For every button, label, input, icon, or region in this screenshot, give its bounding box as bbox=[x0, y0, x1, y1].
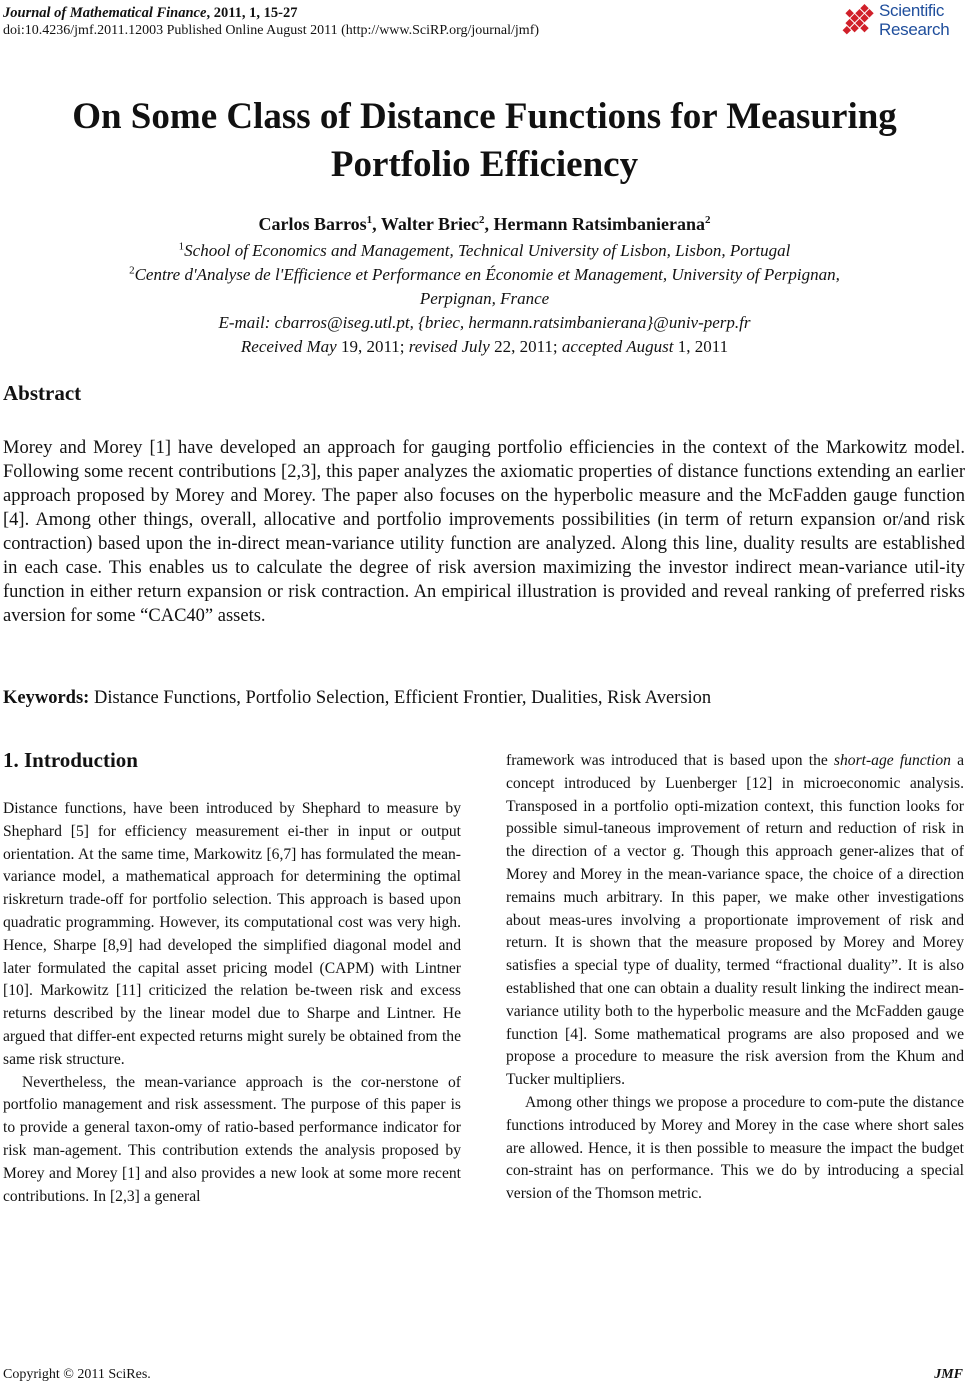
author-1-affil: 1 bbox=[366, 214, 373, 226]
left-column bbox=[3, 798, 461, 1208]
right-paragraph-2: Among other things we propose a procedure to com-pute the distance functions introduced by Morey and Morey in the case where short sales are allowed. Hence, it is then possible to measure the impact the budget con-straint has on performance. This we do by introducing a special version of the Thomson metric. bbox=[506, 1093, 964, 1203]
keywords-label: Keywords: bbox=[3, 688, 90, 708]
affiliation-1-text: School of Economics and Management, Technical University of Lisbon, Lisbon, Portugal bbox=[184, 241, 791, 260]
email-addresses: : cbarros@iseg.utl.pt, {briec, hermann.ratsimbanierana}@univ-perp.fr bbox=[264, 313, 751, 332]
title-line-1: On Some Class of Distance Functions for Measuring bbox=[72, 96, 897, 137]
copyright-footer: Copyright © 2011 SciRes. bbox=[3, 1367, 151, 1382]
left-paragraph-2: Nevertheless, the mean-variance approach is the cor-nerstone of portfolio management and risk assessment. The purpose of this paper is to provide a general taxon-omy of ratio-based performance indicator for risk man-agement. This contribution extends the analysis proposed by Morey and Morey [1] and also provides a new look at some more recent contributions. In [2,3] a general bbox=[3, 1073, 461, 1205]
email-label: E-mail bbox=[218, 313, 265, 332]
publisher-logo bbox=[835, 0, 965, 44]
revised-date: 22, 2011; bbox=[489, 337, 562, 356]
right-column bbox=[506, 750, 964, 1206]
received-label: Received May bbox=[240, 337, 337, 356]
journal-name: Journal of Mathematical Finance bbox=[3, 5, 207, 21]
keywords-text: Distance Functions, Portfolio Selection, Efficient Frontier, Dualities, Risk Aversion bbox=[89, 688, 712, 708]
shortage-function-term: short-age function bbox=[833, 752, 951, 769]
affiliation-2 bbox=[0, 264, 969, 286]
journal-citation bbox=[3, 4, 539, 22]
author-3-affil: 2 bbox=[704, 214, 711, 226]
right-paragraph-1 bbox=[506, 750, 964, 1092]
accepted-date: 1, 2011 bbox=[673, 337, 729, 356]
title-line-2: Portfolio Efficiency bbox=[330, 144, 639, 185]
affiliation-1-mark: 1 bbox=[178, 240, 185, 253]
email-line bbox=[0, 312, 969, 334]
author-3: , Hermann Ratsimbanierana bbox=[484, 214, 705, 234]
journal-volume: , 2011, 1, 15-27 bbox=[206, 5, 298, 21]
journal-abbreviation-footer: JMF bbox=[934, 1367, 963, 1382]
received-date: 19, 2011; bbox=[336, 337, 409, 356]
logo-mark-icon bbox=[835, 0, 877, 42]
running-header bbox=[3, 4, 539, 40]
abstract-text: Morey and Morey [1] have developed an approach for gauging portfolio efficiencies in the context of the Markowitz model. Following some recent contributions [2,3], this paper analyzes the axiomatic properties of distance functions extending an earlier approach proposed by Morey and Morey. The paper also focuses on the hyperbolic measure and the McFadden gauge function [4]. Among other things, overall, allocative and portfolio improvements possibilities (in term of return expansion or/and risk contraction) based upon the in-direct mean-variance utility function are analyzed. Along this line, duality results are established in each case. This enables us to calculate the degree of risk aversion maximizing the investor indirect mean-variance util-ity function in either return expansion or risk contraction. An empirical illustration is provided and reveal ranking of preferred risks aversion for some “CAC40” assets. bbox=[3, 438, 965, 626]
right-paragraph-1-rest: a concept introduced by Luenberger [12] in microeconomic analysis. Transposed in a portfolio opti-mization context, this function looks for possible simul-taneous improvement of return and reduction of risk in the direction of a vector g. Though this approach gener-alizes that of Morey and Morey in the mean-variance space, the choice of a direction remains much arbitrary. In this paper, we make other investigations about meas-ures involving a proportionate improvement of risk and return. It is shown that the measure proposed by Morey and Morey satisfies a special type of duality, termed “fractional duality”. It is also established that one can obtain a duality result linking the indirect mean-variance utility both to the hyperbolic measure and the McFadden gauge function [4]. Some mathematical programs are also proposed and we propose a procedure to measure the risk aversion from the Khum and Tucker multipliers. bbox=[506, 752, 964, 1089]
author-2: , Walter Briec bbox=[372, 214, 479, 234]
logo-line-2: Research bbox=[879, 20, 950, 39]
dates-line bbox=[0, 336, 969, 358]
affiliation-1 bbox=[0, 240, 969, 262]
affiliation-2-cont: Perpignan, France bbox=[419, 289, 550, 308]
keywords bbox=[3, 688, 711, 709]
logo-wordmark bbox=[879, 1, 949, 39]
doi-line: doi:10.4236/jmf.2011.12003 Published Online August 2011 (http://www.SciRP.org/journal/jmf) bbox=[3, 23, 540, 38]
left-paragraph-1: Distance functions, have been introduced by Shephard to measure by Shephard [5] for efficiency measurement ei-ther in input or output orientation. At the same time, Markowitz [6,7] has formulated the mean-variance model, a mathematical approach for determining the optimal riskreturn trade-off for portfolio selection. This approach is based upon quadratic programming. However, its computational cost was very high. Hence, Sharpe [8,9] had developed the simplified diagonal model and later formulated the capital asset pricing model (CAPM) with Lintner [10]. Markowitz [11] criticized the relation be-tween risk and excess returns described by the linear model due to Sharpe and Lintner. He argued that differ-ent expected returns might surely be obtained from the same risk structure. bbox=[3, 800, 461, 1068]
accepted-label: accepted August bbox=[561, 337, 674, 356]
abstract-heading: Abstract bbox=[3, 381, 82, 405]
author-2-affil: 2 bbox=[478, 214, 485, 226]
logo-line-1: Scientific bbox=[879, 1, 945, 20]
paper-title bbox=[0, 93, 969, 189]
author-list bbox=[0, 214, 969, 235]
affiliation-2-mark: 2 bbox=[129, 264, 135, 277]
section-heading-introduction: 1. Introduction bbox=[3, 748, 138, 772]
author-1: Carlos Barros bbox=[258, 214, 367, 234]
affiliation-2-text: Centre d'Analyse de l'Efficience et Performance en Économie et Management, University of Perpignan, bbox=[134, 265, 840, 284]
right-paragraph-1-start: framework was introduced that is based upon the bbox=[506, 752, 834, 769]
revised-label: revised July bbox=[408, 337, 490, 356]
